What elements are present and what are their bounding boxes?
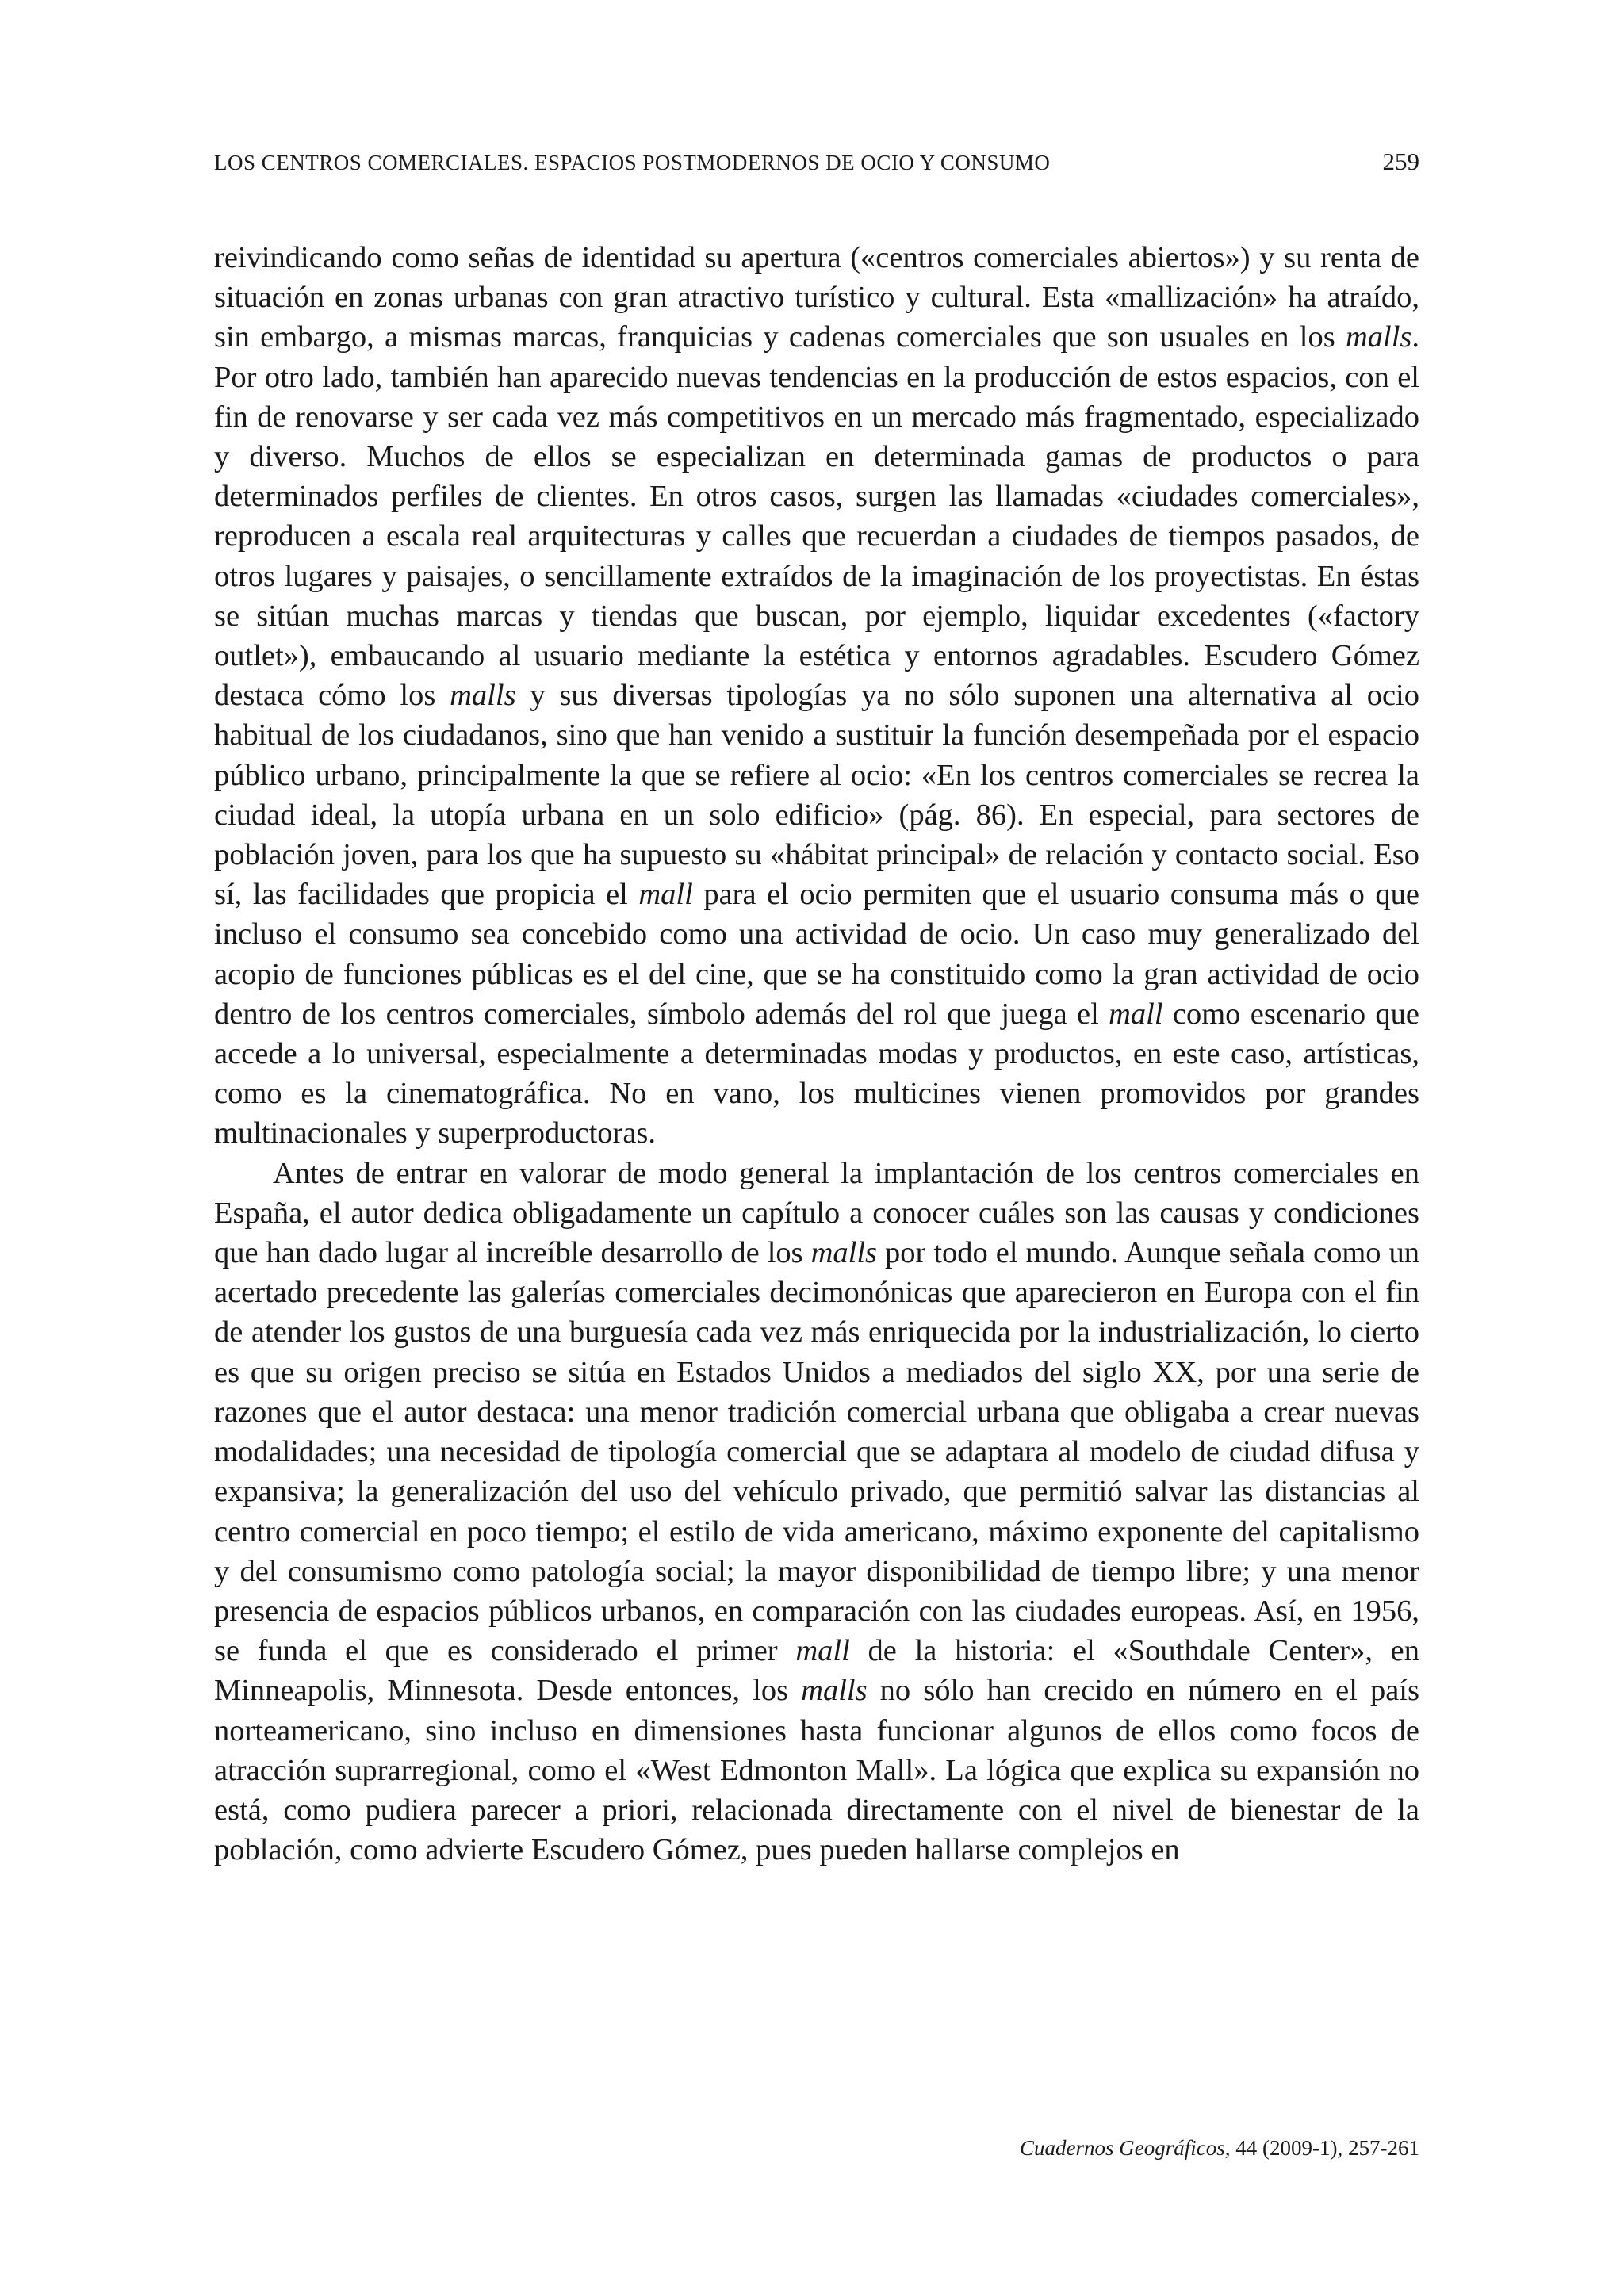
text-run: de la historia: el «Southdale Center», en Minneapolis, Minnesota. Desde entonces, los xyxy=(214,1634,1419,1708)
page-number: 259 xyxy=(1382,147,1419,175)
journal-citation: 44 (2009-1), 257-261 xyxy=(1230,2136,1419,2160)
italic-term: mall xyxy=(1109,997,1163,1031)
text-run: como escenario que accede a lo universal, especialmente a determinadas modas y productos, en este caso, artísticas, como es la cinematográfica. No en vano, los multicines vienen promovidos por grandes multinacionales y superproductoras. xyxy=(214,997,1419,1150)
article-body xyxy=(214,238,1419,1870)
italic-term: malls xyxy=(810,1236,878,1270)
text-run: y sus diversas tipologías ya no sólo suponen una alternativa al ocio habitual de los ciudadanos, sino que han venido a sustituir la función desempeñada por el espacio público urbano, principalmente la que se refiere al ocio: «En los centros comerciales se recrea la ciudad ideal, la utopía urbana en un solo edificio» (pág. 86). En especial, para sectores de población joven, para los que ha supuesto su «hábitat principal» de relación y contacto social. Eso sí, las facilidades que propicia el xyxy=(214,679,1419,912)
running-title: LOS CENTROS COMERCIALES. ESPACIOS POSTMODERNOS DE OCIO Y CONSUMO xyxy=(214,151,1051,174)
italic-term: mall xyxy=(795,1634,850,1668)
text-run: . Por otro lado, también han aparecido nuevas tendencias en la producción de estos espacios, con el fin de renovarse y ser cada vez más competitivos en un mercado más fragmentado, especializado y diverso. Muchos de ellos se especializan en determinada gamas de productos o para determinados perfiles de clientes. En otros casos, surgen las llamadas «ciudades comerciales», reproducen a escala real arquitecturas y calles que recuerdan a ciudades de tiempos pasados, de otros lugares y paisajes, o sencillamente extraídos de la imaginación de los proyectistas. En éstas se sitúan muchas marcas y tiendas que buscan, por ejemplo, liquidar excedentes («factory outlet»), embaucando al usuario mediante la estética y entornos agradables. Escudero Gómez destaca cómo los xyxy=(214,320,1419,713)
paragraph-1 xyxy=(214,238,1419,1154)
text-run: por todo el mundo. Aunque señala como un acertado precedente las galerías comerciales decimonónicas que aparecieron en Europa con el fin de atender los gustos de una burguesía cada vez más enriquecida por la industrialización, lo cierto es que su origen preciso se sitúa en Estados Unidos a mediados del siglo XX, por una serie de razones que el autor destaca: una menor tradición comercial urbana que obligaba a crear nuevas modalidades; una necesidad de tipología comercial que se adaptara al modelo de ciudad difusa y expansiva; la generalización del uso del vehículo privado, que permitió salvar las distancias al centro comercial en poco tiempo; el estilo de vida americano, máximo exponente del capitalismo y del consumismo como patología social; la mayor disponibilidad de tiempo libre; y una menor presencia de espacios públicos urbanos, en comparación con las ciudades europeas. Así, en 1956, se funda el que es considerado el primer xyxy=(214,1236,1419,1668)
italic-term: mall xyxy=(638,878,693,912)
italic-term: malls xyxy=(450,679,516,713)
paragraph-2 xyxy=(214,1154,1419,1870)
text-run: para el ocio permiten que el usuario consuma más o que incluso el consumo sea concebido como una actividad de ocio. Un caso muy generalizado del acopio de funciones públicas es el del cine, que se ha constituido como la gran actividad de ocio dentro de los centros comerciales, símbolo además del rol que juega el xyxy=(214,878,1419,1031)
italic-term: malls xyxy=(1345,320,1412,354)
text-run: no sólo han crecido en número en el país norteamericano, sino incluso en dimensiones hasta funcionar algunos de ellos como focos de atracción suprarregional, como el «West Edmonton Mall». La lógica que explica su expansión no está, como pudiera parecer a priori, relacionada directamente con el nivel de bienestar de la población, como advierte Escudero Gómez, pues pueden hallarse complejos en xyxy=(214,1674,1419,1867)
text-run: Antes de entrar en valorar de modo general la implantación de los centros comerciales en España, el autor dedica obligadamente un capítulo a conocer cuáles son las causas y condiciones que han dado lugar al increíble desarrollo de los xyxy=(214,1156,1419,1270)
journal-name: Cuadernos Geográficos, xyxy=(1020,2136,1231,2160)
text-run: reivindicando como señas de identidad su apertura («centros comerciales abiertos») y su renta de situación en zonas urbanas con gran atractivo turístico y cultural. Esta «mallización» ha atraído, sin embargo, a mismas marcas, franquicias y cadenas comerciales que son usuales en los xyxy=(214,241,1419,354)
running-header xyxy=(214,147,1419,175)
italic-term: malls xyxy=(801,1674,868,1708)
page-footer xyxy=(214,2136,1419,2161)
